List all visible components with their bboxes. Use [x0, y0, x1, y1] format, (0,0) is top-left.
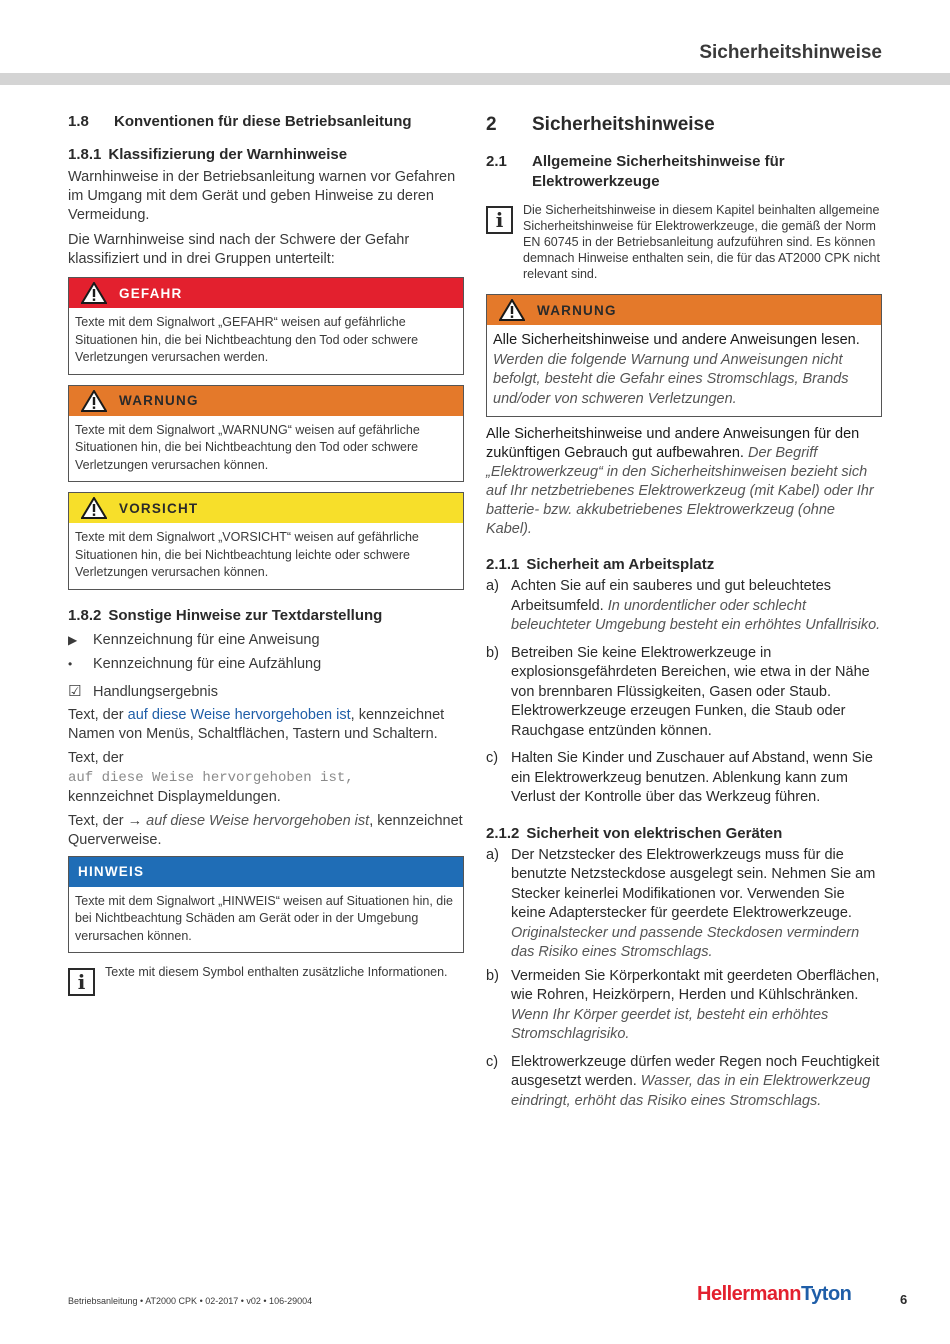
caution-box-header: [69, 493, 463, 523]
legend-text: Handlungsergebnis: [93, 683, 218, 700]
list-item: [486, 967, 882, 1045]
text-segment: , kennzeichnet Namen von Menüs, Schaltflächen, Tastern und Schaltern.: [68, 706, 445, 742]
cross-reference-text: auf diese Weise hervorgehoben ist: [142, 812, 370, 829]
list-text: Der Netzstecker des Elektrowerkzeugs muss für die benutzte Netzsteckdose ausgelegt sein. Nehmen Sie am Stecker keinerlei Modifikationen vor. Verwenden Sie keine Adapterstecker für geerdete Elektrowerkzeuge.: [511, 846, 876, 921]
section-title: Klassifizierung der Warnhinweise: [108, 146, 348, 163]
section-number: 1.8: [68, 113, 89, 130]
notice-text: Texte mit dem Signalwort „HINWEIS“ weisen auf Situationen hin, die bei Nichtbeachtung Schäden am Gerät oder in der Umgebung verursachen können.: [75, 893, 453, 943]
list-italic-text: Wenn Ihr Körper geerdet ist, besteht ein erhöhtes Stromschlagrisiko.: [511, 1006, 829, 1042]
text-segment: Text, der: [68, 706, 128, 723]
paragraph-display-messages: [68, 749, 464, 807]
section-2-1-heading: [486, 152, 882, 192]
list-italic-text: Wasser, das in ein Elektrowerkzeug eindringt, erhöht das Risiko eines Stromschlags.: [511, 1073, 871, 1109]
list-text: Vermeiden Sie Körperkontakt mit geerdeten Oberflächen, wie Rohren, Heizkörpern, Herden und Kühlschränken.: [511, 967, 880, 1003]
logo-text-part: Tyton: [800, 1283, 852, 1305]
section-1-8-heading: [68, 112, 464, 132]
section-number: 1.8.1: [68, 146, 102, 163]
checkbox-checked-icon: ☑: [68, 682, 82, 700]
warning-triangle-icon: [81, 390, 107, 412]
paragraph-menu-names: [68, 706, 464, 744]
list-item: [486, 577, 882, 636]
list-text: Halten Sie Kinder und Zuschauer auf Abstand, wenn Sie ein Elektrowerkzeug benutzen. Ablenkung kann zum Verlust der Kontrolle über das Werkzeug führen.: [511, 750, 873, 805]
info-note: [68, 964, 464, 996]
logo-text-part: Hellermann: [697, 1283, 801, 1305]
page-header-title: Sicherheitshinweise: [699, 42, 882, 63]
display-text: auf diese Weise hervorgehoben ist,: [68, 769, 354, 786]
legend-item-result: [68, 680, 464, 704]
info-icon: i: [486, 206, 513, 234]
list-text: Achten Sie auf ein sauberes und gut beleuchtetes Arbeitsumfeld.: [511, 578, 832, 614]
caution-box: [68, 492, 464, 590]
list-letter: c): [486, 750, 499, 766]
caution-label: VORSICHT: [119, 500, 199, 516]
warning-label: WARNUNG: [119, 393, 199, 408]
list-letter: a): [486, 578, 499, 594]
section-number: 2.1: [486, 153, 507, 170]
warning-box: [68, 385, 464, 483]
danger-box-header: [69, 278, 463, 308]
warning-box: [486, 294, 882, 417]
section-number: 2.1.2: [486, 824, 520, 842]
section-title: Konventionen für diese Betriebsanleitung: [114, 113, 412, 130]
bullet-icon: •: [68, 656, 73, 671]
list-item: [486, 846, 882, 963]
list-item: [486, 1053, 882, 1112]
notice-box: [68, 856, 464, 954]
list-italic-text: In unordentlicher oder schlecht beleuchteter Umgebung besteht ein erhöhtes Unfallrisiko.: [511, 597, 881, 633]
section-1-8-1-heading: [68, 145, 464, 165]
list-letter: b): [486, 644, 499, 661]
chapter-title: Sicherheitshinweise: [532, 114, 715, 135]
legend-item-instruction: [68, 628, 464, 652]
danger-box: [68, 277, 464, 375]
section-title: Sicherheit von elektrischen Geräten: [526, 824, 783, 842]
highlighted-text: auf diese Weise hervorgehoben ist: [127, 706, 351, 723]
list-text: Elektrowerkzeuge dürfen weder Regen noch Feuchtigkeit ausgesetzt werden.: [511, 1053, 880, 1089]
caution-text: Texte mit dem Signalwort „VORSICHT“ weisen auf gefährliche Situationen hin, die bei Nichtbeachtung leichte oder schwere Verletzungen verursachen können.: [75, 530, 419, 579]
text-segment: kennzeichnet Displaymeldungen.: [68, 788, 281, 805]
section-1-8-2-heading: [68, 606, 464, 626]
chapter-number: 2: [486, 114, 497, 135]
section-title: Sonstige Hinweise zur Textdarstellung: [108, 606, 383, 624]
paragraph: Warnhinweise in der Betriebsanleitung warnen vor Gefahren im Umgang mit dem Gerät und geben Hinweise zu deren Vermeidung.: [68, 169, 456, 223]
section-2-1-2-heading: [486, 824, 882, 844]
warning-triangle-icon: [499, 299, 525, 321]
legend-text: Kennzeichnung für eine Anweisung: [93, 631, 320, 648]
section-title: Sicherheit am Arbeitsplatz: [526, 556, 715, 573]
list-letter: b): [486, 967, 499, 984]
italic-text: Der Begriff „Elektrowerkzeug“ in den Sicherheitshinweisen bezieht sich auf Ihr netzbetriebenes Elektrowerkzeug (mit Kabel) oder Ihr batterie- bzw. akkubetriebenes Elektrowerkzeug (ohne Kabel).: [486, 445, 874, 537]
triangle-right-icon: ▶: [68, 632, 78, 647]
danger-text: Texte mit dem Signalwort „GEFAHR“ weisen auf gefährliche Situationen hin, die bei Nichtbeachtung den Tod oder schwere Verletzungen verursachen werden.: [75, 315, 419, 364]
section-number: 2.1.1: [486, 556, 520, 573]
warning-box-header: [69, 386, 463, 416]
warning-bold-text: Alle Sicherheitshinweise und andere Anweisungen lesen.: [493, 332, 860, 348]
list-italic-text: Originalstecker und passende Steckdosen vermindern das Risiko eines Stromschlags.: [511, 924, 860, 960]
legend-text: Kennzeichnung für eine Aufzählung: [93, 655, 322, 672]
section-2-1-1-heading: [486, 555, 882, 575]
page-number: 6: [900, 1292, 908, 1307]
arrow-right-icon: →: [127, 812, 143, 829]
warning-label: WARNUNG: [537, 302, 617, 318]
list-letter: c): [486, 1053, 499, 1070]
legend-list: [68, 628, 464, 704]
text-segment: , kennzeichnet Querverweise.: [68, 812, 463, 848]
section-number: 1.8.2: [68, 606, 102, 624]
text-segment: Alle Sicherheitshinweise und andere Anweisungen für den zukünftigen Gebrauch gut aufbewahren.: [486, 426, 860, 461]
warning-text: [487, 325, 881, 416]
list-item: [486, 749, 882, 808]
list-letter: a): [486, 846, 499, 863]
left-column: [68, 112, 464, 996]
workplace-safety-list: [486, 577, 882, 808]
text-segment: Text, der: [68, 749, 124, 766]
warning-italic-text: Werden die folgende Warnung und Anweisungen nicht befolgt, besteht die Gefahr eines Stromschlags, Brands und/oder von schweren Verletzungen.: [493, 351, 849, 407]
paragraph-keep-instructions: [486, 425, 882, 539]
warning-triangle-icon: [81, 497, 107, 519]
danger-label: GEFAHR: [119, 285, 183, 301]
info-text: Texte mit diesem Symbol enthalten zusätzliche Informationen.: [105, 965, 448, 979]
info-note: [486, 202, 882, 282]
right-column: [486, 112, 882, 1111]
list-text: Betreiben Sie keine Elektrowerkzeuge in explosionsgefährdeten Bereichen, wie etwa in der Nähe von brennbaren Flüssigkeiten, Gasen oder Staub. Elektrowerkzeuge erzeugen Funken, die Staub oder Rauchgase entzünden können.: [511, 644, 870, 739]
warning-text: Texte mit dem Signalwort „WARNUNG“ weisen auf gefährliche Situationen hin, die bei Nichtbeachtung den Tod oder schwere Verletzungen verursachen können.: [75, 422, 420, 472]
info-icon: i: [68, 968, 95, 996]
hellermanntyton-logo: [697, 1283, 851, 1306]
text-segment: Text, der: [68, 812, 128, 829]
legend-item-enumeration: [68, 652, 464, 676]
notice-label: HINWEIS: [78, 864, 145, 879]
info-text: Die Sicherheitshinweise in diesem Kapitel beinhalten allgemeine Sicherheitshinweise für Elektrowerkzeuge, die gemäß der Norm EN 60745 in der Betriebsanleitung aufzuführen sind. Es können demnach Hinweise enthalten sein, die für das AT2000 CPK nicht relevant sind.: [523, 203, 880, 281]
header-bar: [0, 73, 950, 85]
paragraph: Die Warnhinweise sind nach der Schwere der Gefahr klassifiziert und in drei Gruppen unterteilt:: [68, 232, 410, 267]
notice-box-header: [69, 857, 463, 887]
section-title: Allgemeine Sicherheitshinweise für Elektrowerkzeuge: [532, 153, 785, 190]
paragraph-cross-references: [68, 812, 464, 850]
list-item: [486, 644, 882, 742]
warning-triangle-icon: [81, 282, 107, 304]
warning-box-header: [487, 295, 881, 325]
footer-document-info: Betriebsanleitung • AT2000 CPK • 02-2017 • v02 • 106-29004: [68, 1296, 313, 1306]
chapter-2-heading: [486, 112, 882, 138]
electrical-safety-list: [486, 846, 882, 1112]
